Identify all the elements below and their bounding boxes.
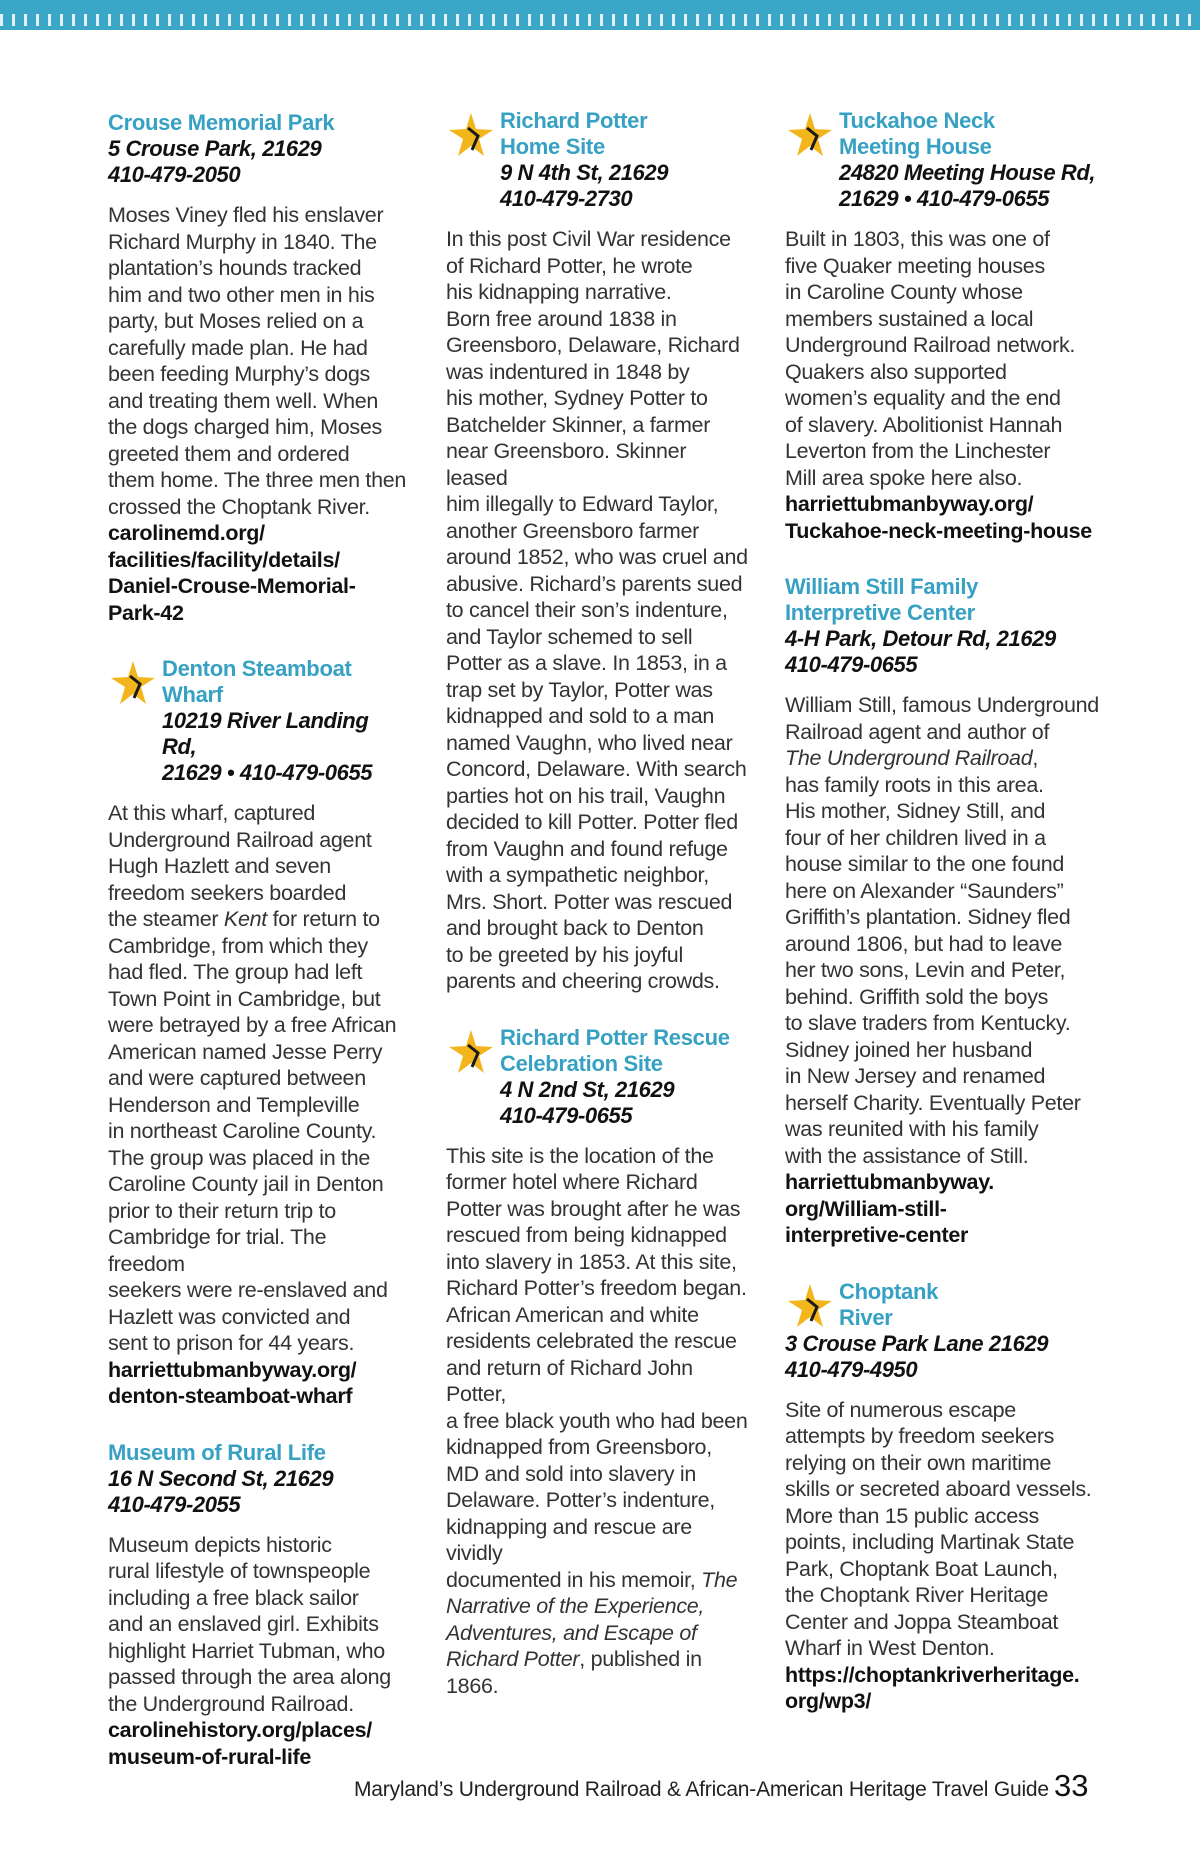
text-line: was reunited with his family xyxy=(785,1117,1039,1141)
text-line: Underground Railroad network. xyxy=(785,333,1076,357)
text-line: to slave traders from Kentucky. xyxy=(785,1011,1071,1035)
text-line: with the assistance of Still. xyxy=(785,1143,1029,1168)
text-line: in New Jersey and renamed xyxy=(785,1064,1046,1088)
text-line: Town Point in Cambridge, but xyxy=(108,986,381,1011)
text-line: parents and cheering crowds. xyxy=(446,969,720,993)
text-line: seekers were re-enslaved and xyxy=(108,1278,388,1302)
site-description xyxy=(785,1397,1105,1662)
site-link[interactable] xyxy=(785,491,1105,544)
text-line: relying on their own maritime xyxy=(785,1450,1052,1475)
site-description xyxy=(108,202,408,520)
text-span: the steamer xyxy=(108,907,224,931)
site-name: Choptank xyxy=(839,1278,939,1304)
text-line: abusive. Richard’s parents sued xyxy=(446,571,743,596)
entry-denton-steamboat-wharf xyxy=(108,656,408,1410)
text-line: At this wharf, captured xyxy=(108,801,316,825)
text-line: and brought back to Denton xyxy=(446,916,704,940)
text-line: the dogs charged him, Moses xyxy=(108,415,382,439)
entry-header xyxy=(108,656,408,786)
text-line: her two sons, Levin and Peter, xyxy=(785,958,1066,982)
site-description xyxy=(785,692,1105,1169)
text-line: another Greensboro farmer xyxy=(446,518,700,543)
text-line xyxy=(446,1567,751,1594)
text-span: for return to xyxy=(266,907,380,931)
entry-richard-potter-rescue-site xyxy=(446,1025,751,1700)
column-2 xyxy=(446,108,751,1729)
site-address: 10219 River Landing Rd, xyxy=(162,708,369,759)
text-line: and treating them well. When xyxy=(108,388,379,413)
text-line: kidnapping and rescue are vividly xyxy=(446,1514,692,1565)
star-icon xyxy=(446,1027,496,1077)
text-line: his mother, Sydney Potter to xyxy=(446,386,708,410)
site-address: 3 Crouse Park Lane 21629 xyxy=(785,1330,1049,1356)
text-line: of slavery. Abolitionist Hannah xyxy=(785,412,1063,437)
text-line: Cambridge for trial. The freedom xyxy=(108,1225,327,1276)
text-line: Greensboro, Delaware, Richard xyxy=(446,333,740,357)
text-line: Railroad agent and author of xyxy=(785,719,1050,744)
text-line: More than 15 public access xyxy=(785,1503,1039,1528)
text-line: parties hot on his trail, Vaughn xyxy=(446,783,726,808)
link-line[interactable]: org/William-still- xyxy=(785,1196,947,1221)
text-line: Wharf in West Denton. xyxy=(785,1636,995,1660)
text-line: Henderson and Templeville xyxy=(108,1092,360,1117)
site-link[interactable] xyxy=(108,1357,408,1410)
text-line: Moses Viney fled his enslaver xyxy=(108,203,384,227)
site-address: 9 N 4th St, 21629 xyxy=(500,160,669,185)
site-address-phone: 21629 • 410-479-0655 xyxy=(839,186,1050,211)
site-description xyxy=(108,800,408,1357)
text-line: This site is the location of the xyxy=(446,1143,714,1168)
text-line: skills or secreted aboard vessels. xyxy=(785,1477,1092,1501)
text-line: rescued from being kidnapped xyxy=(446,1223,727,1247)
entry-tuckahoe-neck-meeting-house xyxy=(785,108,1105,544)
text-line: and an enslaved girl. Exhibits xyxy=(108,1612,379,1636)
link-line[interactable]: harriettubmanbyway.org/ xyxy=(785,492,1034,516)
text-line: The group was placed in the xyxy=(108,1145,371,1170)
text-line: a free black youth who had been xyxy=(446,1408,748,1433)
entry-header xyxy=(446,108,751,212)
text-line: residents celebrated the rescue xyxy=(446,1329,737,1353)
text-line: points, including Martinak State xyxy=(785,1530,1075,1554)
link-line[interactable]: carolinemd.org/ xyxy=(108,521,265,545)
site-address: 4-H Park, Detour Rd, 21629 xyxy=(785,626,1056,651)
text-line: crossed the Choptank River. xyxy=(108,494,370,519)
text-line: Center and Joppa Steamboat xyxy=(785,1609,1059,1634)
text-line: party, but Moses relied on a xyxy=(108,309,364,333)
site-name-line-2: Meeting House xyxy=(839,134,992,159)
link-line[interactable]: interpretive-center xyxy=(785,1223,969,1247)
site-address: 24820 Meeting House Rd, xyxy=(839,160,1096,185)
text-line xyxy=(446,1593,751,1620)
text-line: around 1852, who was cruel and xyxy=(446,545,748,569)
text-line: prior to their return trip to xyxy=(108,1198,336,1223)
text-line: Born free around 1838 in xyxy=(446,306,677,331)
site-name-line-2: Home Site xyxy=(500,134,605,159)
text-line: them home. The three men then xyxy=(108,468,407,492)
top-decorative-bar xyxy=(0,0,1200,30)
text-line: Potter as a slave. In 1853, in a xyxy=(446,651,727,675)
text-line: members sustained a local xyxy=(785,306,1034,331)
text-line: decided to kill Potter. Potter fled xyxy=(446,810,738,834)
text-line: behind. Griffith sold the boys xyxy=(785,984,1049,1009)
link-line[interactable]: harriettubmanbyway. xyxy=(785,1170,994,1194)
text-line: attempts by freedom seekers xyxy=(785,1424,1055,1448)
text-line: trap set by Taylor, Potter was xyxy=(446,677,713,702)
site-address: 4 N 2nd St, 21629 xyxy=(500,1076,675,1102)
site-description xyxy=(108,1532,408,1718)
column-3 xyxy=(785,108,1105,1745)
text-line: William Still, famous Underground xyxy=(785,693,1099,717)
site-name-line-2: River xyxy=(839,1304,893,1330)
text-line: African American and white xyxy=(446,1302,699,1327)
text-line: Mill area spoke here also. xyxy=(785,465,1023,490)
text-line: Cambridge, from which they xyxy=(108,933,368,958)
link-line[interactable]: Tuckahoe-neck-meeting-house xyxy=(785,518,1092,543)
text-line: here on Alexander “Saunders” xyxy=(785,878,1064,903)
ship-name: Kent xyxy=(223,907,267,931)
site-name-line-2: Interpretive Center xyxy=(785,600,975,625)
text-line: Sidney joined her husband xyxy=(785,1037,1033,1062)
text-line: the Underground Railroad. xyxy=(108,1691,354,1716)
text-line: Quakers also supported xyxy=(785,359,1007,384)
site-address-phone: 21629 • 410-479-0655 xyxy=(162,760,373,785)
text-line: greeted them and ordered xyxy=(108,441,350,466)
text-line: Mrs. Short. Potter was rescued xyxy=(446,889,733,914)
site-description xyxy=(785,226,1105,491)
text-line: been feeding Murphy’s dogs xyxy=(108,362,370,386)
entry-header xyxy=(785,1279,1105,1331)
link-line[interactable]: Park-42 xyxy=(108,600,184,625)
text-line: highlight Harriet Tubman, who xyxy=(108,1638,385,1663)
star-icon xyxy=(785,1281,835,1331)
text-span: , published in 1866. xyxy=(446,1647,702,1698)
site-name: Richard Potter Rescue xyxy=(500,1024,730,1050)
text-line: around 1806, but had to leave xyxy=(785,931,1063,956)
site-description xyxy=(446,1143,751,1700)
text-line: of Richard Potter, he wrote xyxy=(446,253,693,278)
text-line: house similar to the one found xyxy=(785,852,1065,876)
text-line: Delaware. Potter’s indenture, xyxy=(446,1488,715,1512)
site-link[interactable] xyxy=(785,1662,1105,1715)
text-line: was indentured in 1848 by xyxy=(446,359,690,384)
book-title: The Underground Railroad xyxy=(785,746,1033,770)
text-line: the Choptank River Heritage xyxy=(785,1583,1049,1607)
text-line: His mother, Sidney Still, and xyxy=(785,799,1046,823)
text-line: Richard Potter’s freedom began. xyxy=(446,1276,747,1300)
text-line: named Vaughn, who lived near xyxy=(446,730,733,755)
link-line[interactable]: denton-steamboat-wharf xyxy=(108,1384,353,1408)
link-line[interactable]: Daniel-Crouse-Memorial- xyxy=(108,574,356,598)
site-phone: 410-479-0655 xyxy=(500,1102,633,1128)
text-line: and were captured between xyxy=(108,1066,366,1090)
text-line: Richard Murphy in 1840. The xyxy=(108,229,377,254)
site-name: Museum of Rural Life xyxy=(108,1439,326,1465)
column-1 xyxy=(108,110,408,1800)
site-name: Denton Steamboat Wharf xyxy=(162,656,352,707)
text-line: were betrayed by a free African xyxy=(108,1013,397,1037)
entry-richard-potter-home-site xyxy=(446,108,751,995)
text-line: to be greeted by his joyful xyxy=(446,942,683,967)
text-line: into slavery in 1853. At this site, xyxy=(446,1249,737,1274)
text-line xyxy=(785,745,1105,772)
link-line[interactable]: facilities/facility/details/ xyxy=(108,547,340,572)
text-line: Park, Choptank Boat Launch, xyxy=(785,1556,1058,1581)
entry-header xyxy=(785,574,1105,678)
text-line: Hugh Hazlett and seven xyxy=(108,854,331,878)
text-line: Concord, Delaware. With search xyxy=(446,757,747,781)
site-address: 16 N Second St, 21629 xyxy=(108,1465,334,1491)
text-line: passed through the area along xyxy=(108,1665,391,1689)
star-icon xyxy=(108,658,158,708)
entry-crouse-memorial-park xyxy=(108,110,408,626)
text-line: his kidnapping narrative. xyxy=(446,280,672,304)
text-line: freedom seekers boarded xyxy=(108,880,347,905)
text-line: to cancel their son’s indenture, xyxy=(446,598,728,622)
star-icon xyxy=(785,110,835,160)
text-line: MD and sold into slavery in xyxy=(446,1461,697,1486)
entry-william-still-interpretive-center xyxy=(785,574,1105,1249)
text-line: in northeast Caroline County. xyxy=(108,1119,377,1143)
text-line: and Taylor schemed to sell xyxy=(446,624,693,649)
entry-header xyxy=(108,110,408,188)
star-icon xyxy=(446,110,496,160)
text-line: Underground Railroad agent xyxy=(108,827,372,852)
text-line: kidnapped from Greensboro, xyxy=(446,1435,712,1459)
page-number: 33 xyxy=(1054,1768,1089,1803)
entry-header xyxy=(108,1440,408,1518)
text-line: Batchelder Skinner, a farmer xyxy=(446,412,711,437)
text-line: carefully made plan. He had xyxy=(108,335,368,360)
link-line[interactable]: carolinehistory.org/places/ xyxy=(108,1718,372,1742)
text-line: from Vaughn and found refuge xyxy=(446,836,728,861)
text-line xyxy=(446,1646,751,1699)
text-line: four of her children lived in a xyxy=(785,825,1046,850)
site-name: Crouse Memorial Park xyxy=(108,110,335,135)
text-line: Griffith’s plantation. Sidney fled xyxy=(785,905,1071,929)
text-line: former hotel where Richard xyxy=(446,1170,698,1194)
text-line: near Greensboro. Skinner leased xyxy=(446,439,687,490)
site-phone: 410-479-2730 xyxy=(500,186,633,211)
link-line[interactable]: harriettubmanbyway.org/ xyxy=(108,1357,357,1382)
text-line: Museum depicts historic xyxy=(108,1532,332,1557)
text-line: Potter was brought after he was xyxy=(446,1196,741,1221)
text-line: five Quaker meeting houses xyxy=(785,253,1045,278)
text-line: Hazlett was convicted and xyxy=(108,1304,351,1329)
book-title: Adventures, and Escape of xyxy=(446,1620,697,1645)
text-line: plantation’s hounds tracked xyxy=(108,256,362,280)
footer-guide-title: Maryland’s Underground Railroad & African-American Heritage Travel Guide xyxy=(354,1778,1049,1801)
text-line: American named Jesse Perry xyxy=(108,1039,383,1064)
text-line: In this post Civil War residence xyxy=(446,227,731,251)
text-line: and return of Richard John Potter, xyxy=(446,1355,693,1406)
text-line: sent to prison for 44 years. xyxy=(108,1331,355,1355)
site-name: Tuckahoe Neck xyxy=(839,108,995,133)
text-line: Site of numerous escape xyxy=(785,1397,1016,1422)
site-name: William Still Family xyxy=(785,574,979,599)
text-line: herself Charity. Eventually Peter xyxy=(785,1090,1081,1115)
entry-museum-of-rural-life xyxy=(108,1440,408,1771)
text-line: him and two other men in his xyxy=(108,282,375,307)
text-line: Built in 1803, this was one of xyxy=(785,227,1050,251)
site-link[interactable] xyxy=(785,1169,1105,1249)
site-phone: 410-479-2055 xyxy=(108,1491,241,1517)
site-name: Richard Potter xyxy=(500,108,648,133)
link-line[interactable]: museum-of-rural-life xyxy=(108,1744,312,1769)
text-line xyxy=(108,906,408,933)
site-phone: 410-479-4950 xyxy=(785,1356,918,1382)
text-span: , xyxy=(1032,746,1039,770)
book-title: Narrative of the Experience, xyxy=(446,1594,705,1618)
text-line xyxy=(446,1620,751,1647)
site-phone: 410-479-2050 xyxy=(108,162,241,187)
text-line: women’s equality and the end xyxy=(785,386,1061,410)
text-line: Caroline County jail in Denton xyxy=(108,1172,384,1196)
text-span: documented in his memoir, xyxy=(446,1567,702,1592)
text-line: has family roots in this area. xyxy=(785,772,1044,797)
site-phone: 410-479-0655 xyxy=(785,652,918,677)
site-link[interactable] xyxy=(108,1717,408,1770)
site-name-line-2: Celebration Site xyxy=(500,1050,663,1076)
book-title: Richard Potter xyxy=(446,1647,580,1671)
text-line: rural lifestyle of townspeople xyxy=(108,1559,371,1583)
text-line: in Caroline County whose xyxy=(785,280,1023,304)
text-line: including a free black sailor xyxy=(108,1585,359,1610)
site-address: 5 Crouse Park, 21629 xyxy=(108,136,322,161)
text-line: with a sympathetic neighbor, xyxy=(446,863,709,887)
text-line: Leverton from the Linchester xyxy=(785,439,1051,463)
site-link[interactable] xyxy=(108,520,408,626)
site-description xyxy=(446,226,751,995)
entry-header xyxy=(785,108,1105,212)
ruler-ticks xyxy=(0,14,1200,26)
entry-header xyxy=(446,1025,751,1129)
book-title: The xyxy=(701,1567,738,1592)
text-line: had fled. The group had left xyxy=(108,960,363,984)
text-line: kidnapped and sold to a man xyxy=(446,704,715,728)
link-line[interactable]: https://choptankriverheritage. xyxy=(785,1662,1080,1687)
link-line[interactable]: org/wp3/ xyxy=(785,1689,871,1713)
text-line: him illegally to Edward Taylor, xyxy=(446,492,719,516)
entry-choptank-river xyxy=(785,1279,1105,1715)
